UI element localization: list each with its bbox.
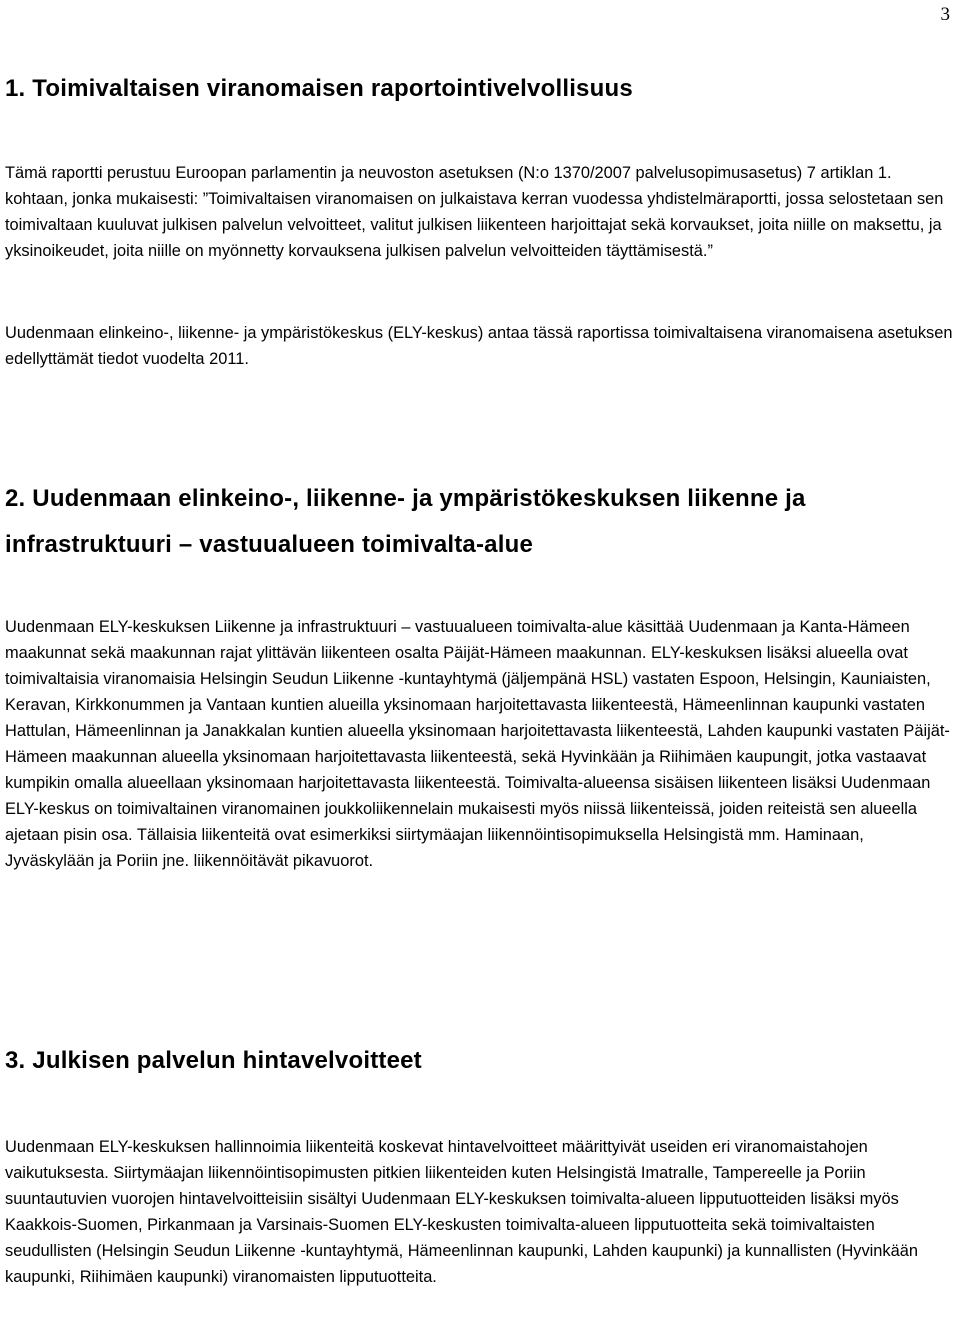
section-3-heading: 3. Julkisen palvelun hintavelvoitteet bbox=[5, 1047, 422, 1074]
section-1-heading: 1. Toimivaltaisen viranomaisen raportointivelvollisuus bbox=[5, 75, 633, 102]
page-number: 3 bbox=[940, 4, 950, 25]
section-3-paragraph-1: Uudenmaan ELY-keskuksen hallinnoimia liikenteitä koskevat hintavelvoitteet määrittyivät useiden eri viranomaistahojen vaikutuksesta. Siirtymäajan liikennöintisopimusten pitkien liikenteiden kuten Helsingistä Imatralle, Tampereelle ja Poriin suuntautuvien vuorojen hintavelvoitteisiin sisältyi Uudenmaan ELY-keskuksen toimivalta-alueen lipputuotteiden lisäksi myös Kaakkois-Suomen, Pirkanmaan ja Varsinais-Suomen ELY-keskusten toimivalta-alueen lipputuotteita sekä toimivaltaisten seudullisten (Helsingin Seudun Liikenne -kuntayhtymä, Hämeenlinnan kaupunki, Lahden kaupunki) ja kunnallisten (Hyvinkään kaupunki, Riihimäen kaupunki) viranomaisten lipputuotteita. bbox=[5, 1138, 918, 1286]
section-2-paragraph-1: Uudenmaan ELY-keskuksen Liikenne ja infrastruktuuri – vastuualueen toimivalta-alue käsittää Uudenmaan ja Kanta-Hämeen maakunnat sekä maakunnan rajat ylittävän liikenteen osalta Päijät-Hämeen maakunnan. ELY-keskuksen lisäksi alueella ovat toimivaltaisia viranomaisia Helsingin Seudun Liikenne -kuntayhtymä (jäljempänä HSL) vastaten Espoon, Helsingin, Kauniaisten, Keravan, Kirkkonummen ja Vantaan kuntien alueilla yksinomaan harjoitettavasta liikenteestä, Hämeenlinnan kaupunki vastaten Hattulan, Hämeenlinnan ja Janakkalan kuntien alueella yksinomaan harjoitettavasta liikenteestä, Lahden kaupunki vastaten Päijät-Hämeen maakunnan alueella yksinomaan harjoitettavasta liikenteestä, sekä Hyvinkään ja Riihimäen kaupungit, jotka vastaavat kumpikin omalla alueellaan yksinomaan harjoitettavasta liikenteestä. Toimivalta-alueensa sisäisen liikenteen lisäksi Uudenmaan ELY-keskus on toimivaltainen viranomainen joukkoliikennelain mukaisesti myös niissä liikenteissä, joiden reiteistä sen alueella ajetaan pisin osa. Tällaisia liikenteitä ovat esimerkiksi siirtymäajan liikennöintisopimuksella Helsingistä mm. Haminaan, Jyväskylään ja Poriin jne. liikennöitävät pikavuorot. bbox=[5, 618, 950, 870]
section-1-paragraph-2: Uudenmaan elinkeino-, liikenne- ja ympäristökeskus (ELY-keskus) antaa tässä raportissa toimivaltaisena viranomaisena asetuksen edellyttämät tiedot vuodelta 2011. bbox=[5, 324, 953, 368]
section-1-paragraph-1: Tämä raportti perustuu Euroopan parlamentin ja neuvoston asetuksen (N:o 1370/2007 palvelusopimusasetus) 7 artiklan 1. kohtaan, jonka mukaisesti: ”Toimivaltaisen viranomaisen on julkaistava kerran vuodessa yhdistelmäraportti, jossa selostetaan sen toimivaltaan kuuluvat julkisen palvelun velvoitteet, valitut julkisen liikenteen harjoittajat sekä korvaukset, joita niille on maksettu, ja yksinoikeudet, joita niille on myönnetty korvauksena julkisen palvelun velvoitteiden täyttämisestä.” bbox=[5, 164, 944, 260]
section-2-heading: 2. Uudenmaan elinkeino-, liikenne- ja ympäristökeskuksen liikenne ja infrastruktuuri – vastuualueen toimivalta-alue bbox=[5, 485, 806, 558]
